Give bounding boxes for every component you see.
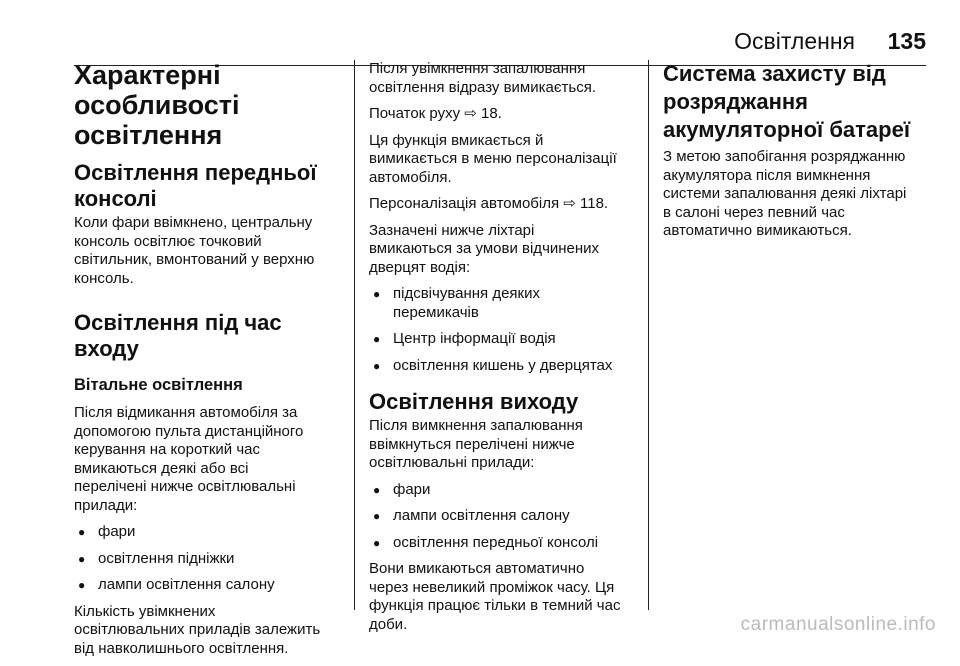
text-line: дверцят водія:	[369, 258, 471, 276]
text-line: консоль.	[74, 269, 134, 287]
subheading-battery-protection	[663, 60, 933, 144]
bullet-list	[74, 523, 344, 595]
heading-line: Освітлення передньої	[74, 160, 317, 185]
list-item: ● лампи освітлення салону	[369, 507, 639, 526]
text-line: функція працює тільки в темний час	[369, 597, 621, 614]
paragraph	[369, 60, 639, 97]
bullet-list	[369, 285, 639, 375]
text-line: Після вимкнення запалювання	[369, 417, 583, 434]
text-line: через невеликий проміжок часу. Ця	[369, 578, 615, 596]
text-line: ввімкнуться перелічені нижче	[369, 435, 575, 453]
page-header	[0, 14, 960, 54]
list-item: ● освітлення кишень у дверцятах	[369, 357, 639, 376]
subheading-entry-lighting: Освітлення під час входу	[74, 310, 282, 361]
list-item	[369, 285, 639, 322]
text-line: Ця функція вмикається й	[369, 131, 544, 149]
heading-line: особливості	[74, 90, 240, 120]
paragraph	[369, 222, 639, 278]
text-line: Після увімкнення запалювання	[369, 60, 586, 77]
text-line: Зазначені нижче ліхтарі	[369, 221, 535, 239]
text-line: світильник, вмонтований у верхню	[74, 251, 315, 268]
list-item: ● освітлення підніжки	[74, 550, 344, 569]
paragraph	[369, 132, 639, 188]
text-line: З метою запобігання розряджанню	[663, 148, 906, 165]
heading-line: Характерні	[74, 60, 221, 90]
text-line: системи запалювання деякі ліхтарі	[663, 185, 907, 202]
text-line: автоматично вимикаються.	[663, 222, 852, 239]
bullet-list	[369, 481, 639, 553]
text-line: від навколишнього освітлення.	[74, 639, 289, 657]
list-item: ● фари	[74, 523, 344, 542]
page-number: 135	[887, 28, 926, 54]
page-header-title: Освітлення	[734, 28, 855, 54]
heading-line: консолі	[74, 186, 157, 211]
paragraph	[663, 148, 933, 241]
text-line: автомобіля.	[369, 168, 452, 186]
column-2	[369, 60, 639, 642]
text-line: підсвічування деяких	[393, 285, 540, 302]
list-item: ● фари	[369, 481, 639, 500]
text-line: консоль освітлює точковий	[74, 232, 262, 250]
text-line: керування на короткий час	[74, 441, 260, 458]
column-divider	[648, 60, 649, 610]
heading-line: освітлення	[74, 120, 223, 150]
subheading-exit-lighting: Освітлення виходу	[369, 389, 579, 414]
text-line: Вони вмикаються автоматично	[369, 560, 585, 577]
paragraph	[369, 417, 639, 473]
text-line: освітлювальні прилади:	[369, 454, 535, 471]
text-line: вимикається в меню персоналізації	[369, 150, 617, 167]
list-item: ● освітлення передньої консолі	[369, 534, 639, 553]
paragraph	[74, 404, 344, 515]
heading-line: розряджання	[663, 89, 808, 114]
text-line: акумулятора після вимкнення	[663, 166, 871, 184]
watermark: carmanualsonline.info	[740, 614, 936, 635]
text-line: освітлення відразу вимикається.	[369, 78, 596, 96]
column-3	[663, 60, 933, 249]
text-line: Після відмикання автомобіля за	[74, 404, 298, 421]
section-heading-features	[74, 60, 344, 150]
paragraph	[74, 214, 344, 288]
subheading-welcome-lighting: Вітальне освітлення	[74, 376, 243, 394]
text-line: перелічені нижче освітлювальні	[74, 478, 296, 495]
text-line: перемикачів	[393, 303, 479, 321]
subheading-console-lighting	[74, 160, 344, 212]
heading-line: акумуляторної батареї	[663, 117, 911, 142]
text-line: в салоні через певний час	[663, 203, 845, 221]
list-item: ● лампи освітлення салону	[74, 576, 344, 595]
text-line: доби.	[369, 615, 408, 633]
heading-line: Система захисту від	[663, 61, 886, 86]
column-1	[74, 60, 344, 666]
text-line: прилади:	[74, 496, 138, 514]
paragraph	[369, 560, 639, 634]
text-line: освітлювальних приладів залежить	[74, 621, 321, 638]
text-line: Кількість увімкнених	[74, 602, 216, 620]
cross-reference-paragraph: Початок руху ⇨ 18.	[369, 105, 502, 122]
paragraph	[74, 603, 344, 659]
text-line: вмикаються за умови відчинених	[369, 240, 600, 257]
text-line: вмикаються деякі або всі	[74, 459, 249, 477]
text-line: допомогою пульта дистанційного	[74, 422, 304, 440]
text-line: Коли фари ввімкнено, центральну	[74, 214, 313, 231]
cross-reference-paragraph: Персоналізація автомобіля ⇨ 118.	[369, 195, 609, 212]
list-item: ● Центр інформації водія	[369, 330, 639, 349]
column-divider	[354, 60, 355, 610]
